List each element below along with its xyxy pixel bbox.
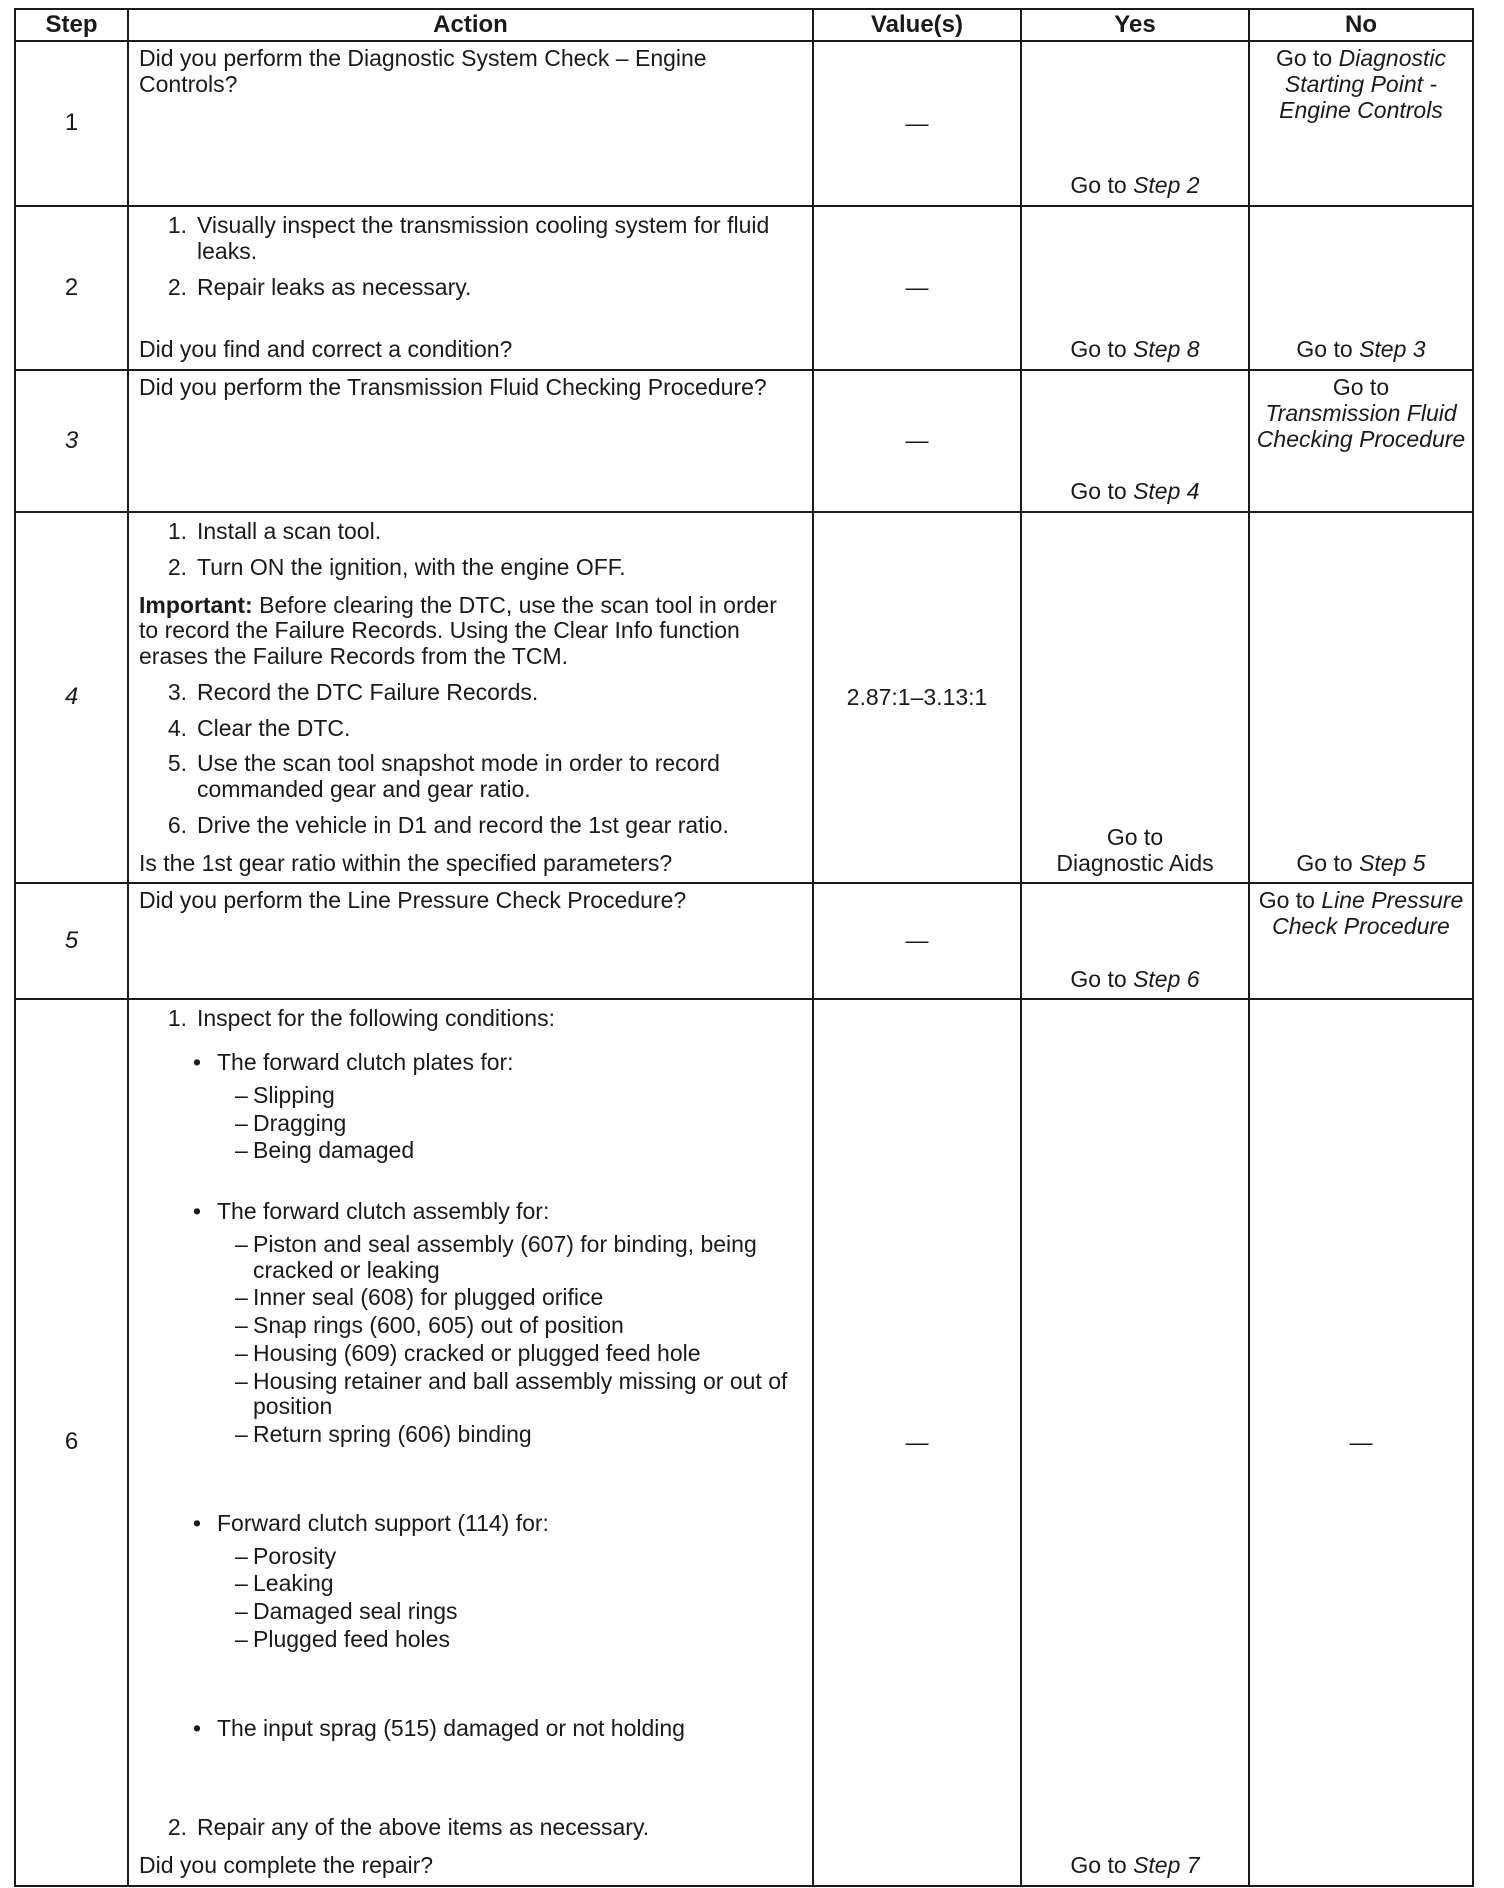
action-text: Did you perform the Line Pressure Check Procedure? xyxy=(139,887,687,914)
yes-cell xyxy=(1021,206,1249,370)
action-cell xyxy=(128,41,813,206)
sub-item: – Piston and seal assembly (607) for binding, being cracked or leaking xyxy=(235,1230,757,1283)
no-link[interactable]: Go to Diagnostic Starting Point - Engine Controls xyxy=(1275,45,1447,123)
yes-link[interactable]: Go to Step 6 xyxy=(1070,965,1200,992)
no-cell xyxy=(1249,370,1473,512)
yes-cell xyxy=(1021,512,1249,883)
sub-item: – Plugged feed holes xyxy=(235,1625,450,1652)
value-cell: — xyxy=(813,206,1021,370)
step-number: 3 xyxy=(15,370,128,512)
list-item: 1. Install a scan tool. xyxy=(167,518,382,544)
table-row xyxy=(15,370,1473,512)
action-cell xyxy=(128,370,813,512)
table-row xyxy=(15,41,1473,206)
important-note: Important: Before clearing the DTC, use the scan tool in order to record the Failure Records. Using the Clear Info function erases the Failure Records from the TCM. xyxy=(139,591,777,669)
sub-item: – Inner seal (608) for plugged orifice xyxy=(235,1284,604,1311)
header-values: Value(s) xyxy=(813,9,1021,41)
yes-link[interactable]: Go to Diagnostic Aids xyxy=(1056,823,1214,876)
value-cell: — xyxy=(813,41,1021,206)
no-cell xyxy=(1249,206,1473,370)
list-item: 2. Repair any of the above items as necessary. xyxy=(167,1814,650,1841)
yes-link[interactable]: Go to Step 7 xyxy=(1070,1852,1200,1878)
list-item: 2. Repair leaks as necessary. xyxy=(167,273,472,300)
no-cell: — xyxy=(1249,999,1473,1886)
yes-cell xyxy=(1021,41,1249,206)
sub-item: – Return spring (606) binding xyxy=(235,1421,532,1447)
action-cell xyxy=(128,512,813,883)
diagnostic-table-page xyxy=(14,8,1472,1876)
step-number: 6 xyxy=(15,999,128,1886)
bullet-item: • Forward clutch support (114) for: xyxy=(193,1509,549,1536)
no-link[interactable]: Go to Step 3 xyxy=(1296,336,1426,363)
table-row xyxy=(15,999,1473,1886)
list-item: 2. Turn ON the ignition, with the engine OFF. xyxy=(167,553,626,580)
table-row xyxy=(15,512,1473,883)
question-text: Did you find and correct a condition? xyxy=(139,336,513,363)
step-number: 1 xyxy=(15,41,128,206)
yes-cell xyxy=(1021,370,1249,512)
table-row xyxy=(15,206,1473,370)
sub-item: – Housing retainer and ball assembly missing or out of position xyxy=(235,1367,788,1420)
step-number: 5 xyxy=(15,883,128,999)
no-link[interactable]: Go to Step 5 xyxy=(1296,849,1426,876)
list-item: 3. Record the DTC Failure Records. xyxy=(167,678,539,705)
action-text: Did you perform the Transmission Fluid Checking Procedure? xyxy=(139,374,767,400)
table-row xyxy=(15,883,1473,999)
yes-cell xyxy=(1021,883,1249,999)
sub-item: – Being damaged xyxy=(235,1137,415,1164)
action-cell xyxy=(128,999,813,1886)
action-cell xyxy=(128,883,813,999)
sub-item: – Housing (609) cracked or plugged feed hole xyxy=(235,1339,701,1366)
yes-link[interactable]: Go to Step 2 xyxy=(1070,172,1200,199)
yes-cell xyxy=(1021,999,1249,1886)
no-link[interactable]: Go to Transmission Fluid Checking Procedure xyxy=(1256,374,1466,452)
value-cell: — xyxy=(813,883,1021,999)
sub-item: – Damaged seal rings xyxy=(235,1598,458,1624)
question-text: Did you complete the repair? xyxy=(139,1852,434,1878)
list-item: 6. Drive the vehicle in D1 and record the 1st gear ratio. xyxy=(167,811,729,838)
value-cell: — xyxy=(813,370,1021,512)
step-number: 2 xyxy=(15,206,128,370)
value-cell: — xyxy=(813,999,1021,1886)
yes-link[interactable]: Go to Step 4 xyxy=(1070,478,1200,505)
action-text: Did you perform the Diagnostic System Check – Engine Controls? xyxy=(139,45,707,97)
no-cell xyxy=(1249,883,1473,999)
no-link[interactable]: Go to Line Pressure Check Procedure xyxy=(1258,887,1464,939)
step-number: 4 xyxy=(15,512,128,883)
list-item: 1. Inspect for the following conditions: xyxy=(167,1005,555,1032)
header-yes: Yes xyxy=(1021,9,1249,41)
diagnostic-table xyxy=(14,8,1474,1887)
yes-link[interactable]: Go to Step 8 xyxy=(1070,336,1200,363)
sub-item: – Slipping xyxy=(235,1081,335,1108)
header-step: Step xyxy=(15,9,128,41)
sub-item: – Porosity xyxy=(235,1542,337,1569)
sub-item: – Snap rings (600, 605) out of position xyxy=(235,1312,624,1338)
question-text: Is the 1st gear ratio within the specified parameters? xyxy=(139,849,673,876)
header-no: No xyxy=(1249,9,1473,41)
bullet-item: • The forward clutch plates for: xyxy=(193,1049,514,1075)
list-item: 4. Clear the DTC. xyxy=(167,714,351,741)
bullet-item: • The forward clutch assembly for: xyxy=(193,1198,550,1224)
sub-item: – Dragging xyxy=(235,1109,347,1136)
list-item: 1. Visually inspect the transmission cooling system for fluid leaks. xyxy=(167,212,770,264)
header-action: Action xyxy=(128,9,813,41)
header-row xyxy=(15,9,1473,41)
value-cell: 2.87:1–3.13:1 xyxy=(813,512,1021,883)
action-cell xyxy=(128,206,813,370)
no-cell xyxy=(1249,41,1473,206)
sub-item: – Leaking xyxy=(235,1570,334,1597)
list-item: 5. Use the scan tool snapshot mode in order to record commanded gear and gear ratio. xyxy=(167,750,720,802)
no-cell xyxy=(1249,512,1473,883)
bullet-item: • The input sprag (515) damaged or not holding xyxy=(193,1714,685,1741)
